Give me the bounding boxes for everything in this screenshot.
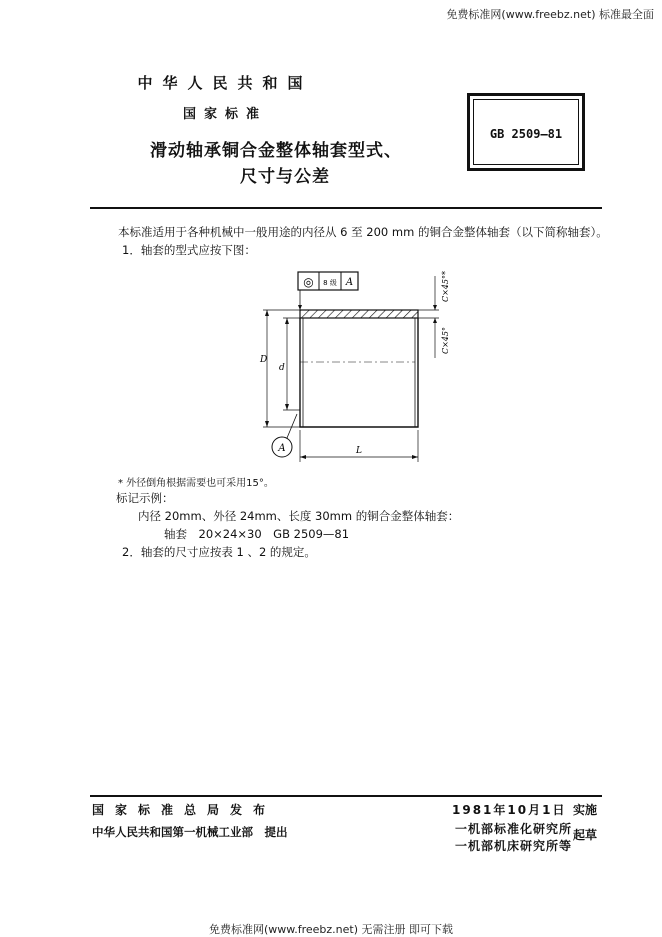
- country-name: 中华人民共和国: [137, 74, 313, 92]
- site-banner-bottom: 免费标准网(www.freebz.net) 无需注册 即可下载: [208, 923, 454, 936]
- clause-1: 1．轴套的型式应按下图：: [122, 243, 256, 257]
- footer-divider: [90, 795, 602, 797]
- drafting-unit-2: 一机部机床研究所等: [455, 839, 573, 853]
- tolerance-grade: 8 级: [323, 279, 337, 287]
- chamfer-inner: C×45°: [441, 326, 450, 354]
- marking-example-code: 轴套 20×24×30 GB 2509—81: [164, 527, 350, 541]
- wall-section: [300, 310, 418, 318]
- implementation-label: 实施: [573, 803, 598, 817]
- proposing-authority: 中华人民共和国第一机械工业部 提出: [92, 825, 288, 839]
- concentricity-icon: ◎: [303, 275, 314, 289]
- implementation-date: 1981年10月1日: [452, 803, 567, 817]
- issuing-authority: 国家标准总局发布: [92, 803, 277, 817]
- scope-paragraph: 本标准适用于各种机械中一般用途的内径从 6 至 200 mm 的铜合金整体轴套（以下简称轴套）。: [118, 225, 608, 239]
- document-title-line1: 滑动轴承铜合金整体轴套型式、: [150, 141, 402, 161]
- dimension-d: d: [279, 363, 285, 373]
- header-divider: [90, 207, 602, 209]
- tolerance-datum: A: [345, 277, 354, 288]
- chamfer-outer: C×45°*: [441, 270, 450, 302]
- document-title-line2: 尺寸与公差: [240, 167, 330, 187]
- datum-A: A: [278, 443, 286, 454]
- drafting-label: 起草: [573, 828, 598, 842]
- bushing-outline: [300, 318, 418, 427]
- marking-example-description: 内径 20mm、外径 24mm、长度 30mm 的铜合金整体轴套：: [138, 509, 460, 523]
- marking-example-label: 标记示例：: [116, 491, 174, 505]
- dimension-L: L: [356, 446, 362, 456]
- standard-code: GB 2509—81: [489, 127, 563, 141]
- dimension-D: D: [260, 355, 268, 365]
- drafting-unit-1: 一机部标准化研究所: [455, 822, 573, 836]
- chamfer-footnote: * 外径倒角根据需要也可采用15°。: [118, 478, 274, 489]
- standard-type: 国家标准: [182, 107, 267, 122]
- site-banner-top: 免费标准网(www.freebz.net) 标准最全面: [446, 8, 654, 21]
- standard-code-box: [467, 93, 585, 171]
- bushing-drawing: [255, 262, 455, 467]
- clause-2: 2．轴套的尺寸应按表 1 、2 的规定。: [122, 545, 316, 559]
